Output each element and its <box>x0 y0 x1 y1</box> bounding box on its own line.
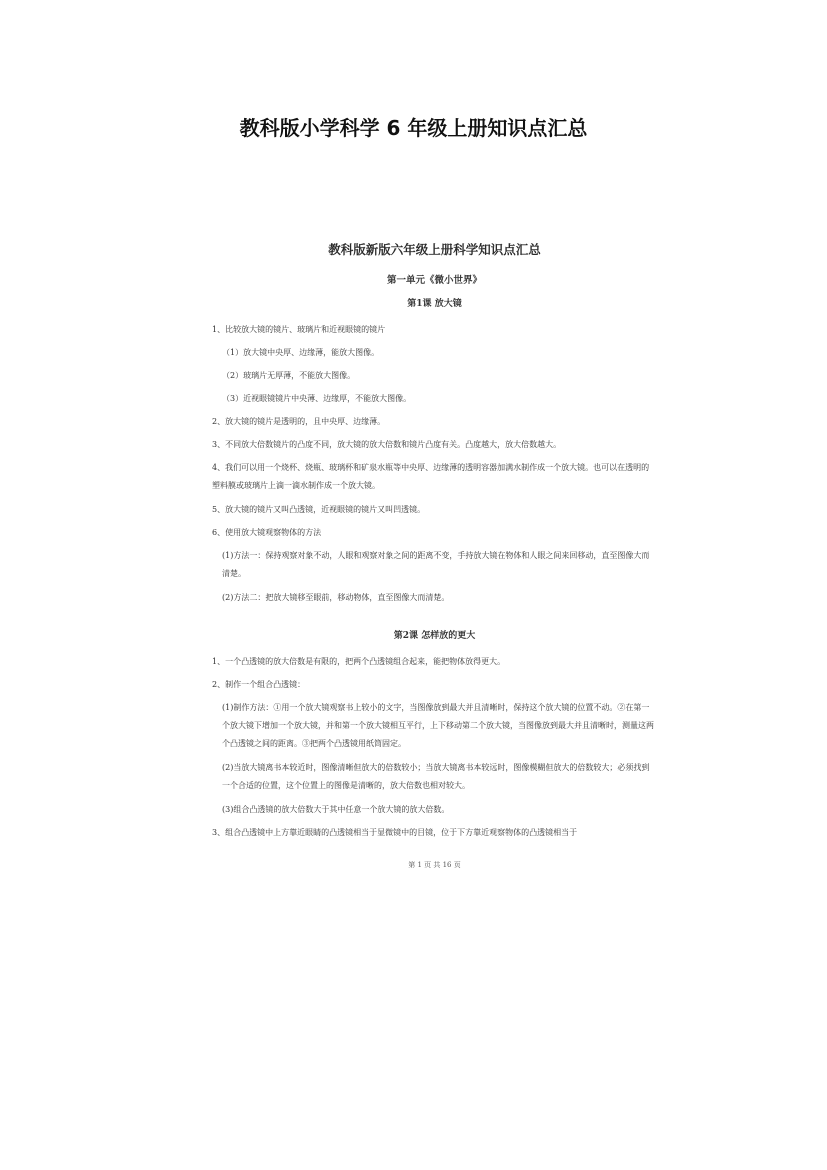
paragraph: 4、我们可以用一个烧杯、烧瓶、玻璃杯和矿泉水瓶等中央厚、边缘薄的透明容器加满水制作成一个放大镜。也可以在透明的塑料膜或玻璃片上滴一滴水制作成一个放大镜。 <box>212 463 650 490</box>
paragraph: 2、制作一个组合凸透镜： <box>212 680 306 689</box>
paragraph: （1）放大镜中央厚、边缘薄，能放大图像。 <box>222 348 380 357</box>
paragraph: 1、比较放大镜的镜片、玻璃片和近视眼镜的镜片 <box>212 325 386 334</box>
lesson-2-heading: 第2课 怎样放的更大 <box>393 631 476 641</box>
paragraph: (1)制作方法：①用一个放大镜观察书上较小的文字，当图像放到最大并且清晰时，保持这个放大镜的位置不动。②在第一个放大镜下增加一个放大镜，并和第一个放大镜相互平行，上下移动第二个放大镜，当图像放到最大并且清晰时，测量这两个凸透镜之间的距离。③把两个凸透镜用纸筒固定。 <box>222 703 654 748</box>
scanned-document <box>212 232 657 882</box>
lesson-1-heading: 第1课 放大镜 <box>407 299 462 309</box>
paragraph: (2)方法二：把放大镜移至眼前，移动物体，直至图像大而清楚。 <box>222 593 450 602</box>
unit-heading: 第一单元《微小世界》 <box>386 275 482 286</box>
paragraph: 5、放大镜的镜片又叫凸透镜，近视眼镜的镜片又叫凹透镜。 <box>212 505 426 514</box>
paragraph: 3、组合凸透镜中上方靠近眼睛的凸透镜相当于显微镜中的目镜，位于下方靠近观察物体的凸透镜相当于 <box>212 828 578 837</box>
paragraph: 3、不同放大倍数镜片的凸度不同，放大镜的放大倍数和镜片凸度有关。凸度越大，放大倍数越大。 <box>212 440 562 449</box>
paragraph: (3)组合凸透镜的放大倍数大于其中任意一个放大镜的放大倍数。 <box>222 805 450 814</box>
paragraph: （2）玻璃片无厚薄，不能放大图像。 <box>222 371 356 380</box>
page-footer: 第 1 页 共 16 页 <box>408 861 461 869</box>
page-title: 教科版小学科学 6 年级上册知识点汇总 <box>239 116 588 140</box>
paragraph: 1、一个凸透镜的放大倍数是有限的，把两个凸透镜组合起来，能把物体放得更大。 <box>212 657 506 666</box>
paragraph: （3）近视眼镜镜片中央薄、边缘厚，不能放大图像。 <box>222 394 412 403</box>
paragraph: (2)当放大镜离书本较近时，图像清晰但放大的倍数较小；当放大镜离书本较远时，图像模糊但放大的倍数较大；必须找到一个合适的位置，这个位置上的图像是清晰的，放大倍数也相对较大。 <box>222 763 650 790</box>
document-title: 教科版新版六年级上册科学知识点汇总 <box>328 242 541 257</box>
paragraph: 6、使用放大镜观察物体的方法 <box>212 528 322 537</box>
paragraph: (1)方法一：保持观察对象不动，人眼和观察对象之间的距离不变，手持放大镜在物体和人眼之间来回移动，直至图像大而清楚。 <box>222 551 650 578</box>
paragraph: 2、放大镜的镜片是透明的，且中央厚、边缘薄。 <box>212 417 386 426</box>
